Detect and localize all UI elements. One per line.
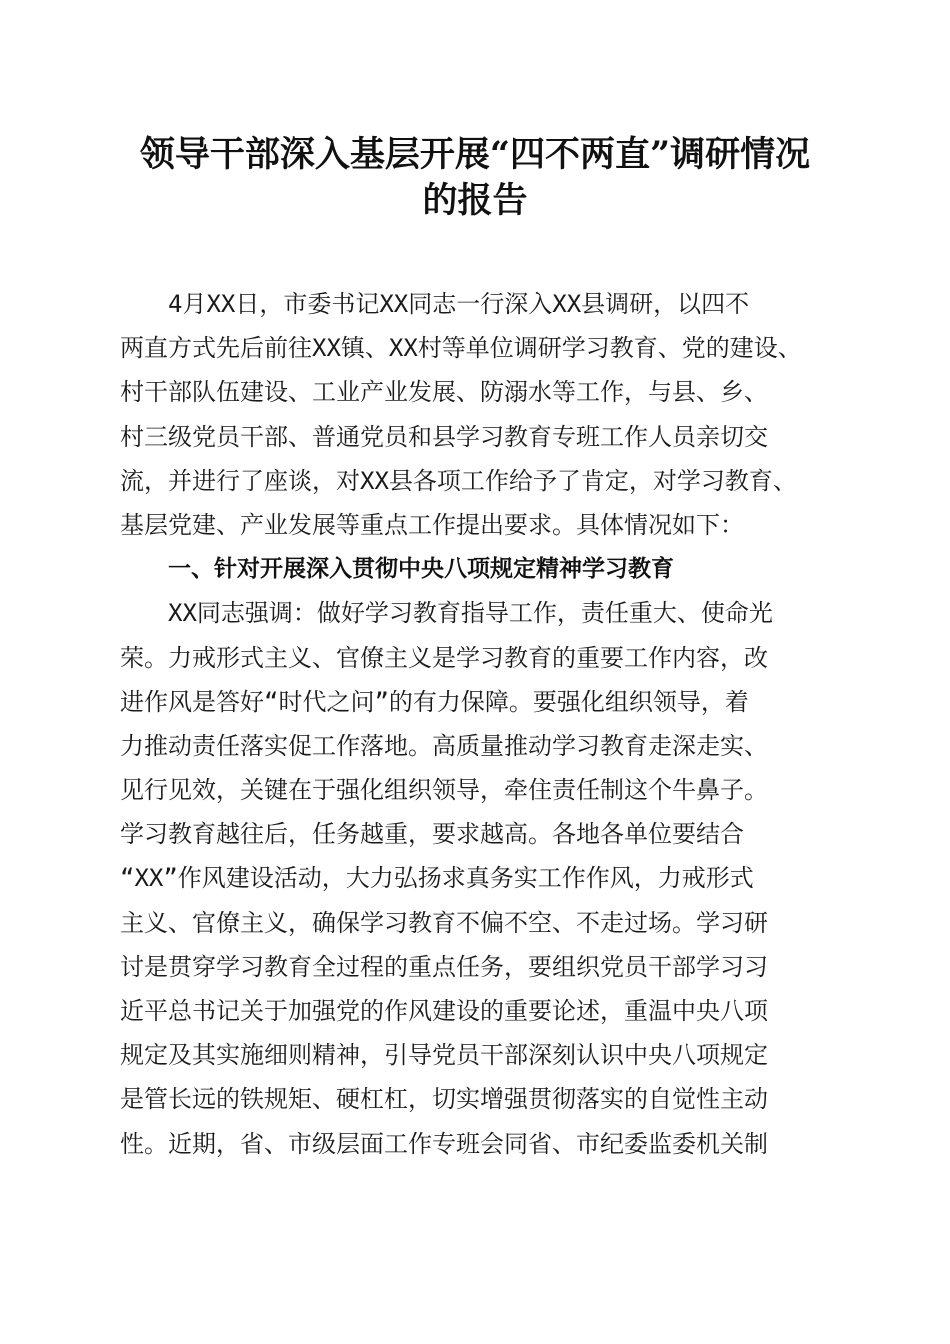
section-paragraph-line: XX同志强调：做好学习教育指导工作，责任重大、使命光 bbox=[168, 599, 773, 628]
section-paragraph-line: 是管长远的铁规矩、硬杠杠，切实增强贯彻落实的自觉性主动 bbox=[120, 1085, 768, 1114]
intro-paragraph-line: 4月XX日，市委书记XX同志一行深入XX县调研，以四不 bbox=[168, 290, 750, 318]
title-line: 的报告 bbox=[422, 180, 528, 221]
document-title bbox=[100, 132, 850, 224]
section-paragraph-line: 学习教育越往后，任务越重，要求越高。各地各单位要结合 bbox=[120, 820, 744, 849]
intro-paragraph-line: 村三级党员干部、普通党员和县学习教育专班工作人员亲切交 bbox=[120, 422, 768, 451]
intro-paragraph-line: 村干部队伍建设、工业产业发展、防溺水等工作，与县、乡、 bbox=[120, 378, 768, 407]
section-paragraph-line: 进作风是答好“时代之问”的有力保障。要强化组织领导，着 bbox=[120, 687, 749, 716]
section-paragraph-line: 力推动责任落实促工作落地。高质量推动学习教育走深走实、 bbox=[120, 731, 768, 760]
section-paragraph-line: 见行见效，关键在于强化组织领导，牵住责任制这个牛鼻子。 bbox=[120, 776, 768, 805]
section-heading: 一、针对开展深入贯彻中央八项规定精神学习教育 bbox=[168, 556, 674, 583]
title-line: 领导干部深入基层开展“四不两直”调研情况 bbox=[139, 134, 811, 175]
section-paragraph-line: 规定及其实施细则精神，引导党员干部深刻认识中央八项规定 bbox=[120, 1041, 768, 1070]
section-paragraph-line: 主义、官僚主义，确保学习教育不偏不空、不走过场。学习研 bbox=[120, 908, 768, 937]
section-paragraph-line: 近平总书记关于加强党的作风建设的重要论述，重温中央八项 bbox=[120, 997, 768, 1025]
intro-paragraph-line: 流，并进行了座谈，对XX县各项工作给予了肯定，对学习教育、 bbox=[120, 466, 797, 495]
section-paragraph-line: 讨是贯穿学习教育全过程的重点任务，要组织党员干部学习习 bbox=[120, 952, 768, 981]
intro-paragraph-line: 两直方式先后前往XX镇、XX村等单位调研学习教育、党的建设、 bbox=[120, 334, 802, 363]
document-body bbox=[120, 282, 850, 1166]
section-paragraph-line: 荣。力戒形式主义、官僚主义是学习教育的重要工作内容，改 bbox=[120, 643, 768, 672]
section-paragraph-line: 性。近期，省、市级层面工作专班会同省、市纪委监委机关制 bbox=[120, 1129, 768, 1158]
intro-paragraph-line: 基层党建、产业发展等重点工作提出要求。具体情况如下： bbox=[120, 510, 744, 539]
section-paragraph-line: “XX”作风建设活动，大力弘扬求真务实工作作风，力戒形式 bbox=[120, 864, 754, 893]
